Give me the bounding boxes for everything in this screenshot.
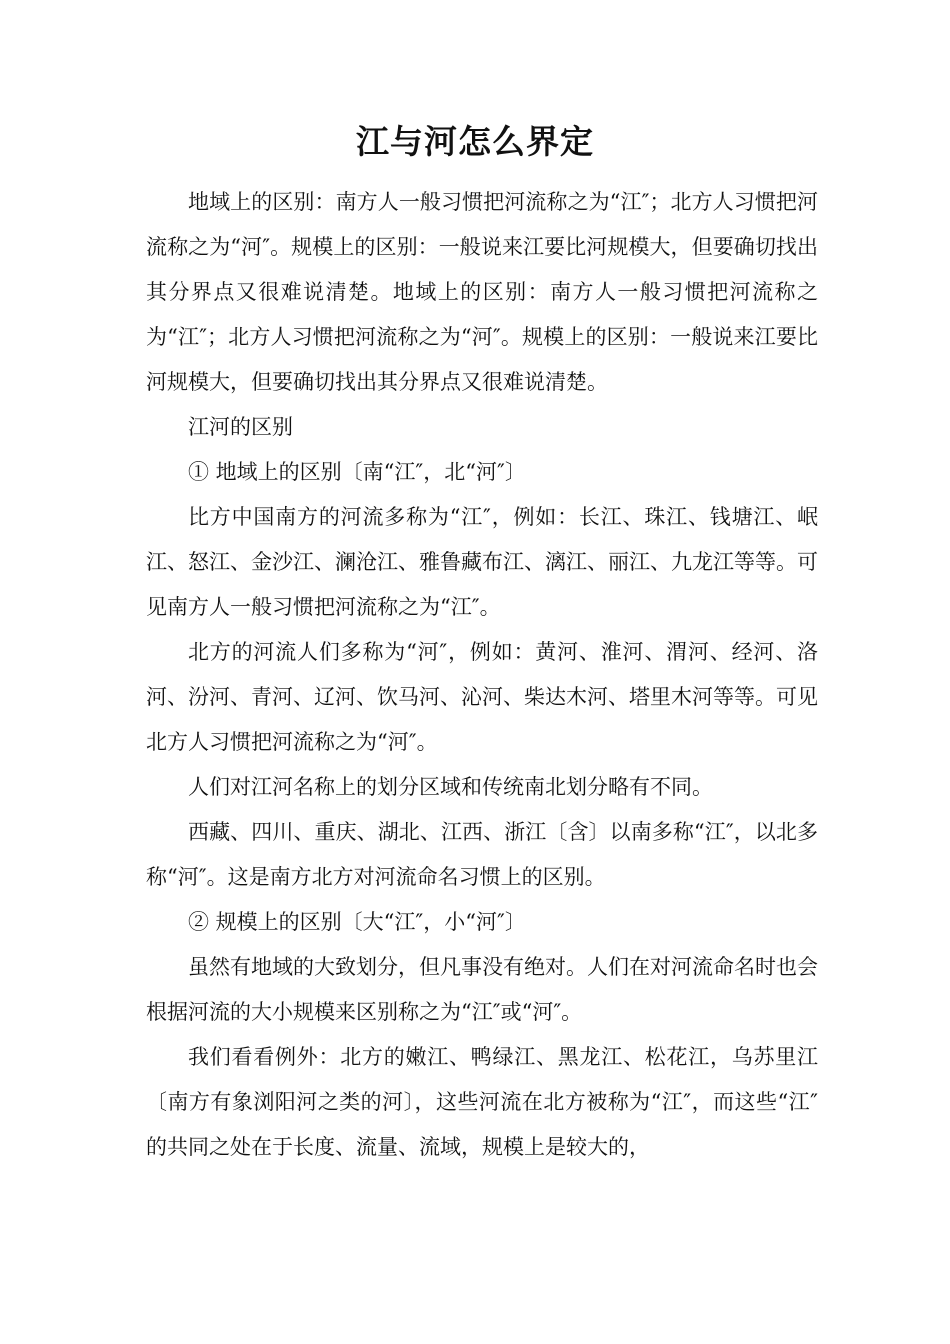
paragraph: 地域上的区别：南方人一般习惯把河流称之为“江″；北方人习惯把河流称之为“河″。规模上的区别：一般说来江要比河规模大，但要确切找出其分界点又很难说清楚。地域上的区别：南方人一般习惯把河流称之为“江″；北方人习惯把河流称之为“河″。规模上的区别：一般说来江要比河规模大，但要确切找出其分界点又很难说清楚。 [146, 190, 818, 394]
document-title: 江与河怎么界定 [356, 122, 594, 161]
paragraph: 西藏、四川、重庆、湖北、江西、浙江〔含〕以南多称“江″，以北多称“河″。这是南方北方对河流命名习惯上的区别。 [146, 820, 818, 889]
paragraph: 比方中国南方的河流多称为“江″，例如：长江、珠江、钱塘江、岷江、怒江、金沙江、澜沧江、雅鲁藏布江、漓江、丽江、九龙江等等。可见南方人一般习惯把河流称之为“江″。 [146, 505, 818, 619]
paragraph: ① 地域上的区别〔南“江″，北“河″〕 [188, 460, 526, 484]
paragraph: 江河的区别 [188, 415, 293, 439]
paragraph: ② 规模上的区别〔大“江″，小“河″〕 [188, 910, 526, 934]
paragraph: 北方的河流人们多称为“河″，例如：黄河、淮河、渭河、经河、洛河、汾河、青河、辽河、饮马河、沁河、柴达木河、塔里木河等等。可见北方人习惯把河流称之为“河″。 [146, 640, 818, 754]
paragraph: 我们看看例外：北方的嫩江、鸭绿江、黑龙江、松花江，乌苏里江〔南方有象浏阳河之类的河〕，这些河流在北方被称为“江″，而这些“江″的共同之处在于长度、流量、流域，规模上是较大的， [146, 1045, 818, 1159]
document-body [146, 180, 818, 1170]
paragraph: 虽然有地域的大致划分，但凡事没有绝对。人们在对河流命名时也会根据河流的大小规模来区别称之为“江″或“河″。 [146, 955, 818, 1024]
paragraph: 人们对江河名称上的划分区域和传统南北划分略有不同。 [188, 775, 713, 799]
